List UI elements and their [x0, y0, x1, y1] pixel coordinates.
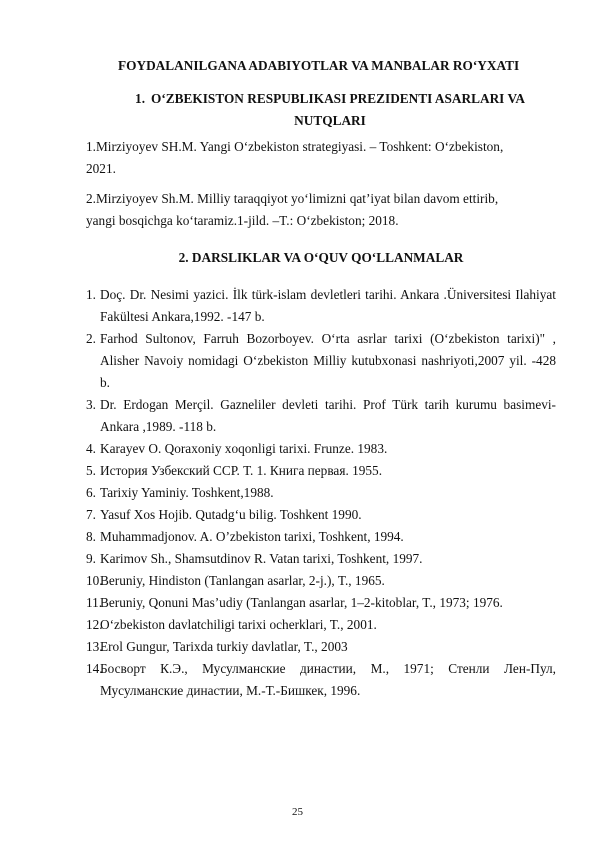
reference-list-item	[86, 570, 556, 592]
reference-list-item	[86, 592, 556, 614]
reference-item	[86, 188, 556, 232]
page-number: 25	[292, 806, 303, 818]
reference-line: 1.Mirziyoyev SH.M. Yangi O‘zbekiston strategiyasi. – Toshkent: O‘zbekiston,	[86, 139, 504, 154]
reference-line: 2021.	[86, 161, 116, 176]
section-heading-1-line1	[110, 88, 550, 110]
item-text: Doç. Dr. Nesimi yazici. İlk türk-islam devletleri tarihi. Ankara .Üniversitesi Ilahiyat Fakültesi Ankara,1992. -147 b.	[100, 287, 556, 324]
item-text: Karimov Sh., Shamsutdinov R. Vatan tarixi, Toshkent, 1997.	[100, 551, 423, 566]
item-number: 12.	[86, 617, 103, 632]
item-text: Yasuf Xos Hojib. Qutadg‘u bilig. Toshkent 1990.	[100, 507, 362, 522]
reference-item	[86, 136, 556, 180]
item-text: Dr. Erdogan Merçil. Gazneliler devleti tarihi. Prof Türk tarih kurumu basimevi-Ankara ,1989. -118 b.	[100, 397, 556, 434]
item-number: 7.	[86, 507, 96, 522]
reference-list-item	[86, 328, 556, 394]
item-text: Karayev O. Qoraxoniy xoqonligi tarixi. Frunze. 1983.	[100, 441, 388, 456]
item-text: Farhod Sultonov, Farruh Bozorboyev. O‘rta asrlar tarixi (O‘zbekiston tarixi)" , Alisher Navoiy nomidagi O‘zbekiston Milliy kutubxonasi nashriyoti,2007 yil. -428 b.	[100, 331, 556, 390]
reference-list-item	[86, 526, 556, 548]
section-title-part1: O‘ZBEKISTON RESPUBLIKASI PREZIDENTI ASARLARI VA	[151, 91, 525, 106]
item-text: Muhammadjonov. A. O’zbekiston tarixi, Toshkent, 1994.	[100, 529, 404, 544]
item-number: 11.	[86, 595, 103, 610]
item-number: 4.	[86, 441, 96, 456]
reference-list-item	[86, 394, 556, 438]
reference-list-item	[86, 636, 556, 658]
reference-line: yangi bosqichga koʻtaramiz.1-jild. –T.: Oʻzbekiston; 2018.	[86, 213, 399, 228]
item-number: 14.	[86, 661, 103, 676]
item-text: Beruniy, Qonuni Masʼudiy (Tanlangan asarlar, 1–2-kitoblar, T., 1973; 1976.	[100, 595, 503, 610]
reference-list	[86, 284, 556, 702]
reference-list-item	[86, 284, 556, 328]
section-heading-1	[110, 88, 550, 132]
section-heading-1-line2: NUTQLARI	[294, 113, 366, 128]
item-number: 3.	[86, 397, 96, 412]
item-text: Босворт К.Э., Мусулманские династии, М., 1971; Стенли Лен-Пул, Мусулманские династии, М.-Т.-Бишкек, 1996.	[100, 661, 556, 698]
item-number: 8.	[86, 529, 96, 544]
reference-list-item	[86, 460, 556, 482]
reference-list-item	[86, 614, 556, 636]
item-text: Beruniy, Hindiston (Tanlangan asarlar, 2-j.), T., 1965.	[100, 573, 385, 588]
item-number: 10.	[86, 573, 103, 588]
item-number: 5.	[86, 463, 96, 478]
section-number: 1.	[135, 91, 146, 106]
item-text: История Узбекский ССР. Т. 1. Книга первая. 1955.	[100, 463, 383, 478]
reference-list-item	[86, 438, 556, 460]
item-number: 9.	[86, 551, 96, 566]
reference-list-item	[86, 482, 556, 504]
page-title: FOYDALANILGANA ADABIYOTLAR VA MANBALAR RO‘YXATI	[118, 58, 520, 73]
item-text: Tarixiy Yaminiy. Toshkent,1988.	[100, 485, 274, 500]
reference-line: 2.Mirziyoyev Sh.M. Milliy taraqqiyot yo‘limizni qatʼiyat bilan davom ettirib,	[86, 191, 499, 206]
item-number: 2.	[86, 331, 96, 346]
item-text: Erol Gungur, Tarixda turkiy davlatlar, T., 2003	[100, 639, 348, 654]
item-number: 13.	[86, 639, 103, 654]
item-number: 6.	[86, 485, 96, 500]
item-number: 1.	[86, 287, 96, 302]
section-heading-2: 2. DARSLIKLAR VA O‘QUV QO‘LLANMALAR	[178, 250, 464, 265]
reference-list-item	[86, 658, 556, 702]
reference-list-item	[86, 504, 556, 526]
item-text: Oʻzbekiston davlatchiligi tarixi ocherklari, T., 2001.	[100, 617, 377, 632]
reference-list-item	[86, 548, 556, 570]
